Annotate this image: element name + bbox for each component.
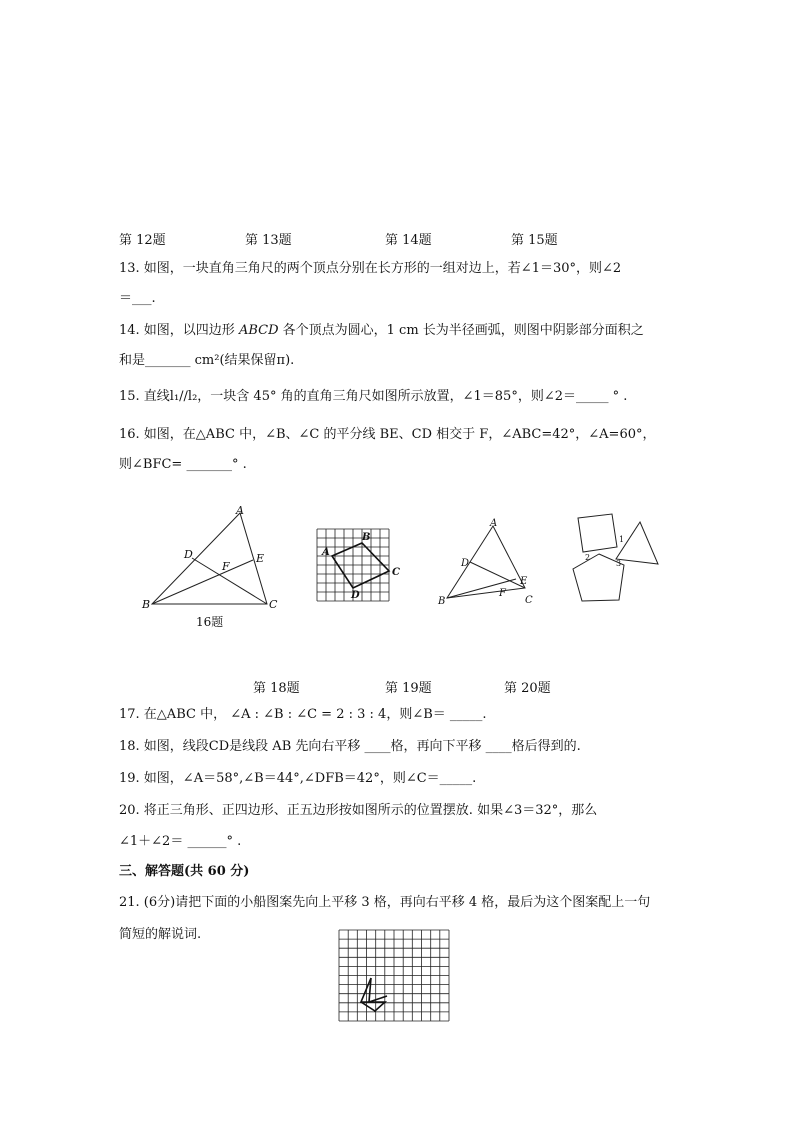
question-20-line2: ∠1＋∠2＝ ______° . xyxy=(119,834,242,849)
label-a: A xyxy=(490,518,498,529)
figure-16-caption: 16题 xyxy=(196,615,224,629)
label-d: D xyxy=(461,558,470,569)
caption-figure-19: 第 19题 xyxy=(385,681,432,696)
figure-16-triangle xyxy=(138,500,288,635)
label-c: C xyxy=(269,598,278,611)
question-21-line1: 21. (6分)请把下面的小船图案先向上平移 3 格，再向右平移 4 格，最后为这个图案配上一句 xyxy=(119,895,651,910)
question-21-line2: 简短的解说词. xyxy=(119,927,202,942)
q14-post: 各个顶点为圆心，1 cm 长为半径画弧，则图中阴影部分面积之 xyxy=(278,323,644,338)
grid-lines xyxy=(339,930,449,1021)
label-c: C xyxy=(392,567,400,578)
caption-figure-18: 第 18题 xyxy=(253,681,300,696)
bisector-be xyxy=(152,560,253,604)
label-e: E xyxy=(256,552,265,565)
label-b: B xyxy=(362,532,371,543)
caption-figure-14: 第 14题 xyxy=(385,233,432,248)
label-f: F xyxy=(499,588,506,599)
label-c: C xyxy=(525,595,533,606)
caption-figure-20: 第 20题 xyxy=(504,681,551,696)
q14-var: ABCD xyxy=(238,323,279,338)
label-d: D xyxy=(184,548,193,561)
shape-abcd xyxy=(332,543,389,588)
section-3-title: 三、解答题(共 60 分) xyxy=(119,864,250,879)
figure-20-polygons xyxy=(566,508,666,608)
label-2: 2 xyxy=(585,553,591,562)
caption-figure-15: 第 15题 xyxy=(511,233,558,248)
label-b: B xyxy=(438,596,446,607)
figure-19-triangle xyxy=(436,516,536,608)
label-f: F xyxy=(222,560,230,573)
question-13-line1: 13. 如图，一块直角三角尺的两个顶点分别在长方形的一组对边上，若∠1＝30°，则∠2 xyxy=(119,261,622,276)
question-17: 17. 在△ABC 中， ∠A : ∠B : ∠C = 2 : 3 : 4，则∠B＝ _____. xyxy=(119,707,487,722)
question-20-line1: 20. 将正三角形、正四边形、正五边形按如图所示的位置摆放. 如果∠3＝32°，那么 xyxy=(119,803,598,818)
label-3: 3 xyxy=(616,559,622,568)
figure-21-boat-grid xyxy=(337,928,453,1024)
label-e: E xyxy=(520,576,528,587)
boat-shape xyxy=(361,978,387,1011)
caption-figure-13: 第 13题 xyxy=(245,233,292,248)
triangle-abc xyxy=(152,513,267,604)
caption-figure-12: 第 12题 xyxy=(119,233,166,248)
question-18: 18. 如图，线段CD是线段 AB 先向右平移 ____格，再向下平移 ____格后得到的. xyxy=(119,739,581,754)
question-14-line2: 和是_______ cm²(结果保留π). xyxy=(119,353,295,368)
label-a: A xyxy=(236,504,244,517)
question-15: 15. 直线l₁//l₂，一块含 45° 角的直角三角尺如图所示放置，∠1＝85°，则∠2＝_____ ° . xyxy=(119,389,628,404)
square xyxy=(578,514,617,552)
label-d: D xyxy=(351,590,360,601)
question-14-line1 xyxy=(119,322,644,340)
label-b: B xyxy=(142,598,151,611)
q14-pre: 14. 如图，以四边形 xyxy=(119,323,239,338)
question-13-line2: ＝___. xyxy=(119,291,156,306)
question-19: 19. 如图，∠A＝58°,∠B＝44°,∠DFB＝42°，则∠C＝_____. xyxy=(119,771,477,786)
question-16-line2: 则∠BFC= _______° . xyxy=(119,457,247,472)
figure-18-grid xyxy=(314,526,404,606)
label-1: 1 xyxy=(619,535,625,544)
question-16-line1: 16. 如图，在△ABC 中，∠B、∠C 的平分线 BE、CD 相交于 F，∠ABC=42°，∠A=60°， xyxy=(119,427,656,442)
label-a: A xyxy=(322,547,330,558)
